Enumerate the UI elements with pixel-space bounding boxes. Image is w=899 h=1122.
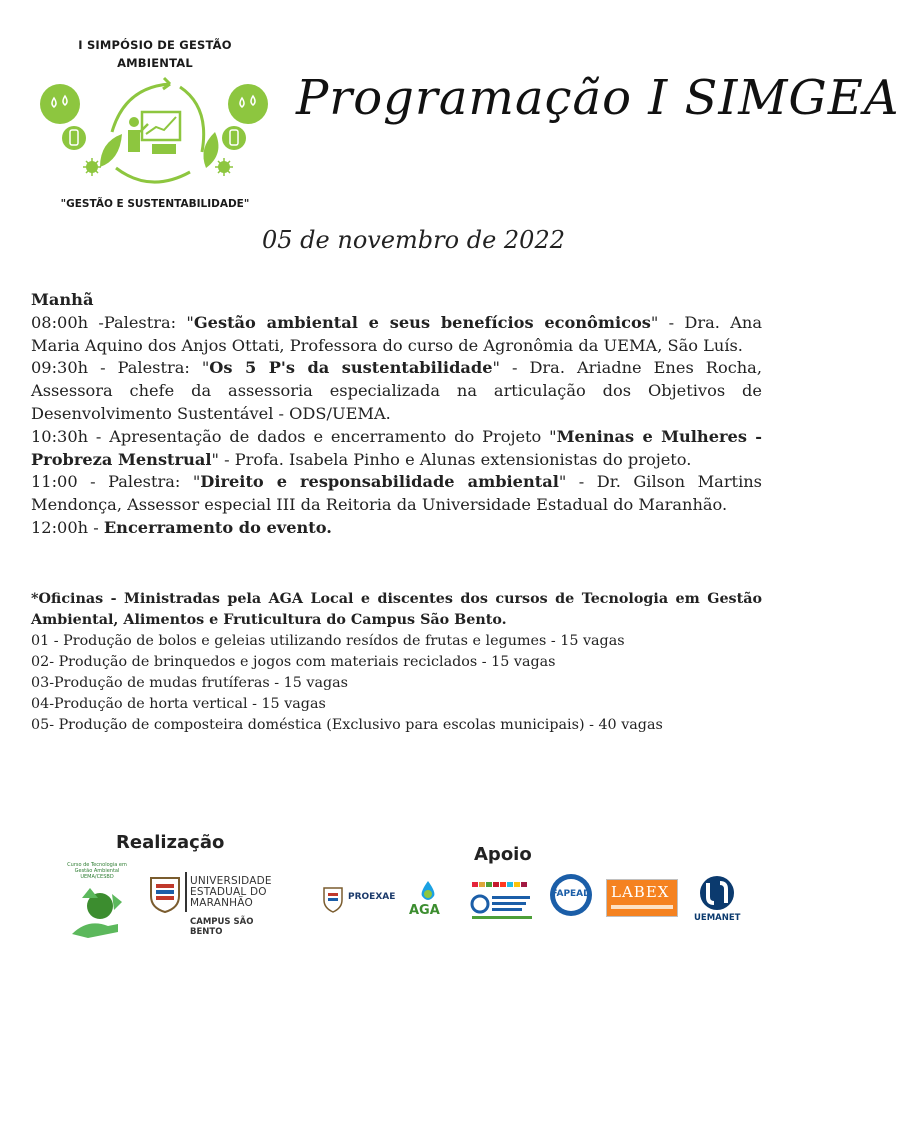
logo-tagline: "GESTÃO E SUSTENTABILIDADE"	[60, 198, 250, 210]
event-date: 05 de novembro de 2022	[262, 226, 565, 254]
labex-text: LABEX	[611, 883, 670, 901]
uemanet-emblem-icon	[698, 874, 736, 912]
item-title: Encerramento do evento.	[103, 517, 332, 537]
course-logo-text: Curso de Tecnologia em Gestão Ambiental UEMA/CESBD	[67, 862, 127, 880]
workshops-intro: *Oficinas - Ministradas pela AGA Local e discentes dos cursos de Tecnologia em Gestão Ambiental, Alimentos e Fruticultura do Campus São Bento.	[31, 591, 762, 628]
schedule-section	[31, 289, 762, 540]
item-time: 10:30h	[31, 426, 89, 446]
fapead-text: FAPEAD	[551, 889, 591, 899]
item-time: 12:00h	[31, 517, 89, 537]
aga-logo	[406, 880, 450, 920]
item-prefix: - Palestra: "	[77, 472, 201, 492]
uema-logo	[148, 872, 273, 937]
proexae-logo	[320, 882, 396, 920]
workshop-item: 05- Produção de composteira doméstica (Exclusivo para escolas municipais) - 40 vagas	[31, 717, 663, 733]
item-prefix: - Apresentação de dados e encerramento do Projeto "	[88, 426, 557, 446]
labex-subtitle-bar	[611, 905, 673, 909]
logo-emblem-graphic	[30, 72, 280, 196]
page-title: Programação I SIMGEA	[296, 70, 899, 126]
proexae-crest-icon	[322, 886, 344, 914]
apoio-label: Apoio	[474, 844, 532, 865]
course-logo	[58, 862, 136, 942]
simgea-logo	[30, 30, 280, 220]
workshop-item: 02- Produção de brinquedos e jogos com materiais reciclados - 15 vagas	[31, 654, 556, 670]
workshop-item: 03-Produção de mudas frutíferas - 15 vagas	[31, 675, 348, 691]
item-title: Os 5 P's da sustentabilidade	[209, 358, 493, 378]
item-title: Meninas e Mulheres - Probreza Menstrual	[31, 426, 762, 469]
aga-text: AGA	[409, 903, 440, 918]
ods-wheel-icon	[470, 880, 534, 922]
uema-line3: MARANHÃO	[190, 897, 253, 909]
recycle-globe-icon	[68, 884, 126, 940]
logo-title-line1: I SIMPÓSIO DE GESTÃO	[78, 38, 232, 52]
proexae-text: PROEXAE	[348, 892, 396, 902]
logo-title-line2: AMBIENTAL	[117, 56, 193, 70]
uema-campus: CAMPUS SÃO BENTO	[190, 917, 254, 937]
item-title: Gestão ambiental e seus benefícios econômicos	[193, 312, 651, 332]
uema-crest-icon	[148, 874, 182, 914]
workshop-item: 04-Produção de horta vertical - 15 vagas	[31, 696, 326, 712]
item-speaker: " - Dra. Ana Maria Aquino dos Anjos Ottati, Professora do curso de Agronômia da UEMA, São Luís.	[31, 312, 762, 355]
workshop-item: 01 - Produção de bolos e geleias utilizando resídos de frutas e legumes - 15 vagas	[31, 633, 625, 649]
item-speaker: " - Dra. Ariadne Enes Rocha, Assessora chefe da assessoria especializada na articulação dos Objetivos de Desenvolvimento Sustentável - ODS/UEMA.	[31, 358, 762, 423]
uema-divider	[185, 872, 187, 912]
schedule-item	[31, 312, 762, 358]
item-speaker: " - Profa. Isabela Pinho e Alunas extensionistas do projeto.	[211, 449, 692, 469]
schedule-item	[31, 517, 762, 540]
item-time: 09:30h	[31, 358, 89, 378]
item-time: 11:00	[31, 472, 78, 492]
schedule-item	[31, 426, 762, 472]
period-label: Manhã	[31, 290, 94, 309]
uemanet-text: UEMANET	[694, 913, 741, 923]
labex-logo	[606, 879, 678, 917]
item-title: Direito e responsabilidade ambiental	[200, 472, 559, 492]
uemanet-logo	[694, 874, 740, 924]
realizacao-label: Realização	[116, 832, 225, 853]
ods-uema-logo	[470, 880, 534, 922]
schedule-item	[31, 471, 762, 517]
uema-line2: ESTADUAL DO	[190, 886, 267, 898]
workshops-section	[31, 589, 762, 736]
item-speaker: " - Dr. Gilson Martins Mendonça, Assessor especial III da Reitoria da Universidade Estadual do Maranhão.	[31, 472, 762, 515]
schedule-item	[31, 357, 762, 425]
water-drop-icon	[418, 880, 438, 902]
item-prefix: - Palestra: "	[88, 358, 210, 378]
item-prefix: -Palestra: "	[88, 312, 194, 332]
uema-line1: UNIVERSIDADE	[190, 875, 272, 887]
fapead-logo	[545, 872, 599, 926]
item-prefix: -	[88, 517, 104, 537]
item-time: 08:00h	[31, 312, 89, 332]
